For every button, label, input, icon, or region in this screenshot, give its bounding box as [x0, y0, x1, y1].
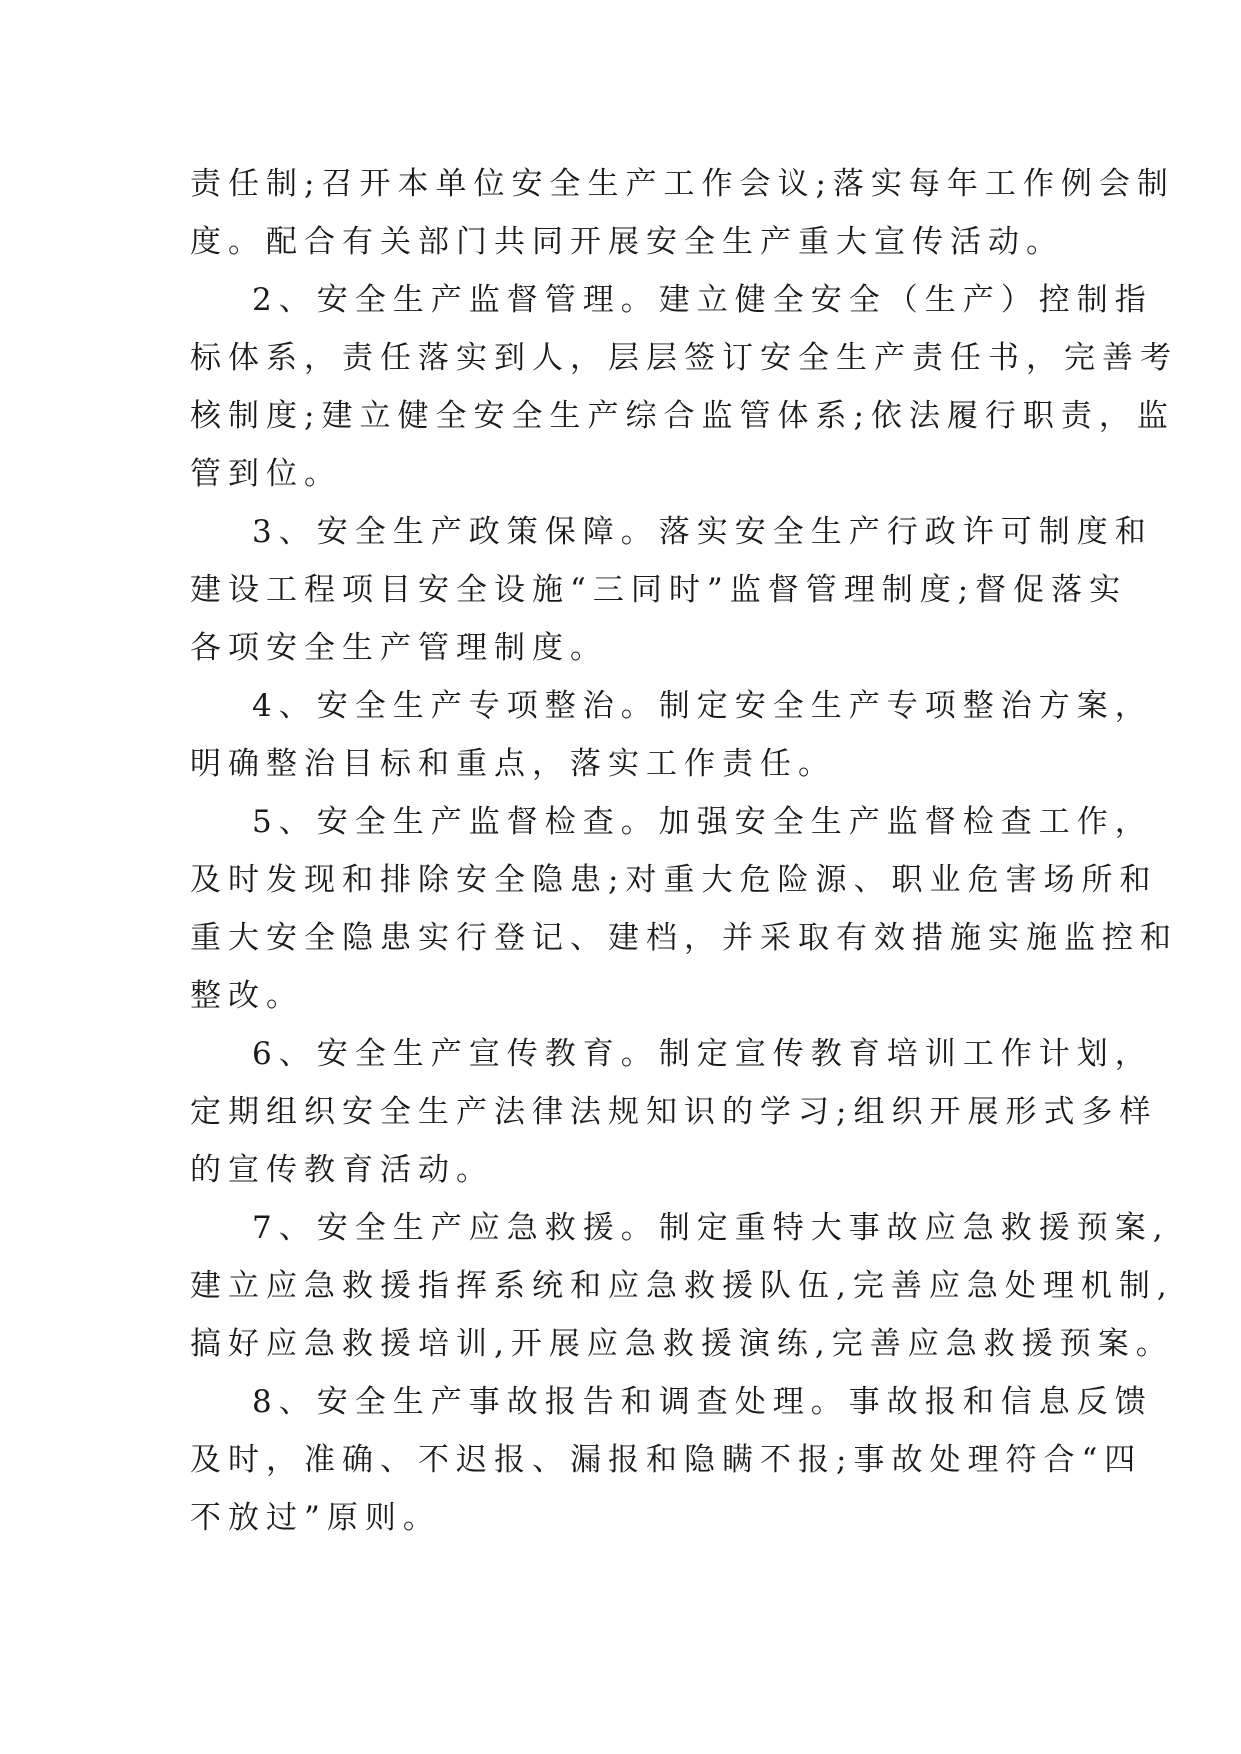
text-line: 标体系，责任落实到人，层层签订安全生产责任书，完善考 [190, 340, 1178, 376]
text-line: 建立应急救援指挥系统和应急救援队伍,完善应急处理机制, [190, 1268, 1174, 1304]
text-line: 的宣传教育活动。 [190, 1152, 494, 1188]
paragraph-start-line: 2、安全生产监督管理。建立健全安全（生产）控制指 [252, 282, 1153, 318]
text-line: 定期组织安全生产法律法规知识的学习;组织开展形式多样 [190, 1094, 1158, 1130]
paragraph-start-line: 6、安全生产宣传教育。制定宣传教育培训工作计划， [252, 1036, 1153, 1072]
paragraph-start-line: 5、安全生产监督检查。加强安全生产监督检查工作， [252, 804, 1153, 840]
text-line: 各项安全生产管理制度。 [190, 630, 608, 666]
paragraph-start-line: 7、安全生产应急救援。制定重特大事故应急救援预案, [252, 1210, 1170, 1246]
text-line: 明确整治目标和重点，落实工作责任。 [190, 746, 836, 782]
text-line: 搞好应急救援培训,开展应急救援演练,完善应急救援预案。 [190, 1326, 1174, 1362]
text-line: 及时，准确、不迟报、漏报和隐瞒不报;事故处理符合“四 [190, 1442, 1143, 1478]
text-line: 及时发现和排除安全隐患;对重大危险源、职业危害场所和 [190, 862, 1158, 898]
paragraph-start-line: 4、安全生产专项整治。制定安全生产专项整治方案， [252, 688, 1153, 724]
text-line: 核制度;建立健全安全生产综合监管体系;依法履行职责，监 [190, 398, 1175, 434]
text-line: 不放过”原则。 [190, 1500, 441, 1536]
text-line: 度。配合有关部门共同开展安全生产重大宣传活动。 [190, 224, 1064, 260]
text-line: 责任制;召开本单位安全生产工作会议;落实每年工作例会制 [190, 166, 1175, 202]
text-line: 管到位。 [190, 456, 342, 492]
paragraph-start-line: 8、安全生产事故报告和调查处理。事故报和信息反馈 [252, 1384, 1153, 1420]
document-body [190, 155, 1178, 1547]
paragraph-start-line: 3、安全生产政策保障。落实安全生产行政许可制度和 [252, 514, 1153, 550]
text-line: 建设工程项目安全设施“三同时”监督管理制度;督促落实 [190, 572, 1128, 608]
text-line: 重大安全隐患实行登记、建档，并采取有效措施实施监控和 [190, 920, 1178, 956]
text-line: 整改。 [190, 978, 304, 1014]
